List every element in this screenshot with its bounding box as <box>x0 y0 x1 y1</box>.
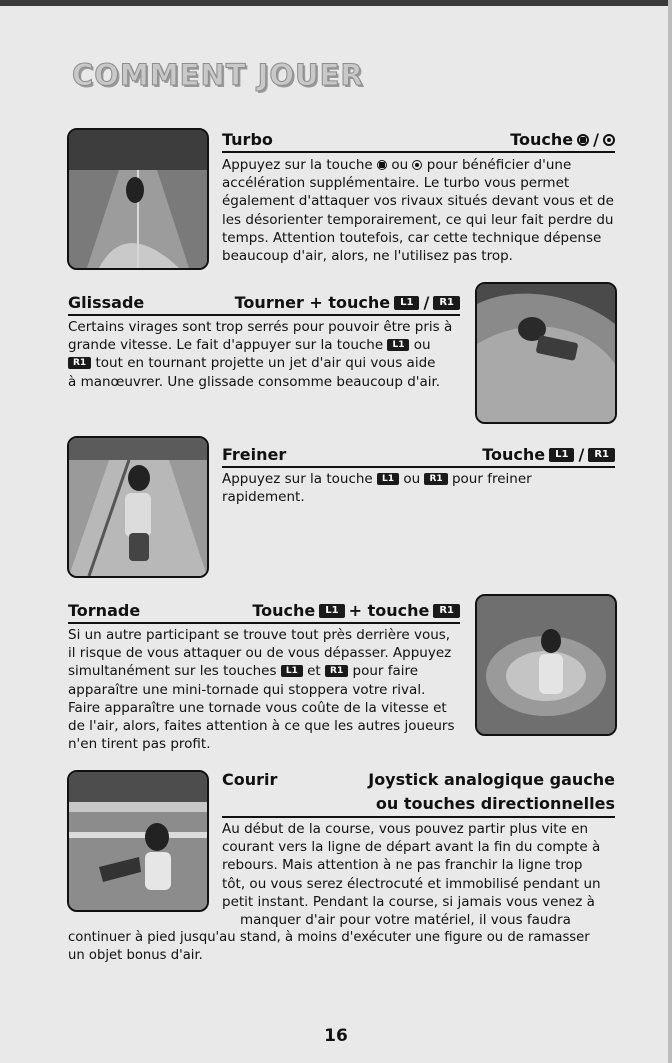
turbo-line: également d'attaquer vos rivaux situés devant vous et de <box>222 193 614 210</box>
turbo-line: Appuyez sur la touche <box>222 157 373 173</box>
tornade-line: il risque de vous attaquer ou de vous dépasser. Appuyez <box>68 645 452 662</box>
freiner-screenshot <box>67 436 209 578</box>
glissade-line: ou <box>413 337 431 354</box>
tornade-control-label: Touche <box>252 601 316 620</box>
circle-button-icon <box>412 160 422 170</box>
freiner-line: pour freiner <box>451 471 532 487</box>
glissade-control-label: Tourner + touche <box>234 293 391 312</box>
freiner-text <box>222 470 617 506</box>
tornade-line: n'en tirent pas profit. <box>68 736 211 753</box>
top-edge <box>0 0 672 6</box>
turbo-line: ou <box>391 157 409 173</box>
courir-control-line1: Joystick analogique gauche <box>368 770 615 789</box>
courir-header-rule <box>222 816 615 818</box>
freiner-title: Freiner <box>222 445 287 464</box>
courir-text-continued <box>68 929 628 965</box>
courir-line: petit instant. Pendant la course, si jamais vous venez à <box>222 893 595 910</box>
tornade-header <box>68 600 460 624</box>
tornade-line: de l'air, alors, faites attention à ce que les autres joueurs <box>68 718 455 735</box>
tornade-line: Faire apparaître une tornade vous coûte de la vitesse et <box>68 699 447 716</box>
courir-line: courant vers la ligne de départ avant la fin du compte à <box>222 839 601 856</box>
tornade-line: Si un autre participant se trouve tout près derrière vous, <box>68 627 451 643</box>
glissade-line: tout en tournant projette un jet d'air qui vous aide <box>95 355 436 372</box>
turbo-line: les désorienter temporairement, ce qui leur fait perdre du <box>222 211 614 228</box>
l1-button-icon: L1 <box>377 473 399 485</box>
glissade-text <box>68 318 468 391</box>
right-edge <box>668 0 672 1063</box>
circle-button-icon <box>603 134 615 146</box>
glissade-line: grande vitesse. Le fait d'appuyer sur la touche <box>68 337 384 354</box>
turbo-text <box>222 156 617 265</box>
courir-line: tôt, ou vous serez électrocuté et immobilisé pendant un <box>222 875 601 892</box>
freiner-line: ou <box>403 471 421 487</box>
page-number: 16 <box>324 1026 348 1046</box>
freiner-line: Appuyez sur la touche <box>222 471 373 487</box>
glissade-control-sep: / <box>423 293 430 312</box>
r1-button-icon: R1 <box>588 448 615 462</box>
turbo-header <box>222 129 615 153</box>
tornade-line: apparaître une mini-tornade qui stoppera votre rival. <box>68 681 426 698</box>
turbo-scene-image <box>69 130 207 268</box>
page-title: COMMENT JOUER <box>72 58 364 92</box>
freiner-scene-image <box>69 438 207 576</box>
freiner-control-sep: / <box>578 445 585 464</box>
turbo-title: Turbo <box>222 130 273 149</box>
tornade-line: et <box>307 663 321 680</box>
glissade-line: Certains virages sont trop serrés pour pouvoir être pris à <box>68 319 453 335</box>
courir-scene-image <box>69 772 207 910</box>
freiner-line: rapidement. <box>222 489 305 506</box>
l1-button-icon: L1 <box>319 604 344 618</box>
courir-text <box>222 820 617 929</box>
l1-button-icon: L1 <box>281 665 303 677</box>
square-button-icon <box>577 134 589 146</box>
tornade-control <box>252 600 460 622</box>
courir-line: Au début de la course, vous pouvez partir plus vite en <box>222 821 589 837</box>
turbo-control-label: Touche <box>510 130 574 149</box>
tornade-line: pour faire <box>352 663 419 680</box>
courir-screenshot <box>67 770 209 912</box>
r1-button-icon: R1 <box>325 665 348 677</box>
freiner-control <box>482 444 615 466</box>
l1-button-icon: L1 <box>387 339 409 351</box>
courir-line: continuer à pied jusqu'au stand, à moins d'exécuter une figure ou de ramasser <box>68 930 590 945</box>
glissade-screenshot <box>475 282 617 424</box>
turbo-line: temps. Attention toutefois, car cette technique dépense <box>222 229 602 246</box>
freiner-control-label: Touche <box>482 445 546 464</box>
tornade-scene-image <box>477 596 615 734</box>
freiner-header <box>222 444 615 468</box>
turbo-line: accélération supplémentaire. Le turbo vous permet <box>222 175 570 192</box>
tornade-control-mid: + touche <box>348 601 430 620</box>
tornade-title: Tornade <box>68 601 141 620</box>
courir-line: manquer d'air pour votre matériel, il vous faudra <box>240 912 571 929</box>
courir-title: Courir <box>222 770 278 789</box>
r1-button-icon: R1 <box>433 604 460 618</box>
turbo-line: beaucoup d'air, alors, ne l'utilisez pas trop. <box>222 248 513 265</box>
glissade-line: à manœuvrer. Une glissade consomme beaucoup d'air. <box>68 373 441 390</box>
courir-line: un objet bonus d'air. <box>68 948 203 964</box>
turbo-line: pour bénéficier d'une <box>426 157 572 173</box>
tornade-line: simultanément sur les touches <box>68 663 277 680</box>
courir-control-line2: ou touches directionnelles <box>375 794 615 813</box>
glissade-header <box>68 292 460 316</box>
turbo-control <box>510 129 615 151</box>
r1-button-icon: R1 <box>433 296 460 310</box>
turbo-control-sep: / <box>593 130 599 149</box>
tornade-screenshot <box>475 594 617 736</box>
turbo-screenshot <box>67 128 209 270</box>
r1-button-icon: R1 <box>424 473 447 485</box>
l1-button-icon: L1 <box>394 296 419 310</box>
r1-button-icon: R1 <box>68 357 91 369</box>
courir-line: rebours. Mais attention à ne pas franchir la ligne trop <box>222 857 583 874</box>
l1-button-icon: L1 <box>549 448 574 462</box>
tornade-text <box>68 626 468 753</box>
glissade-title: Glissade <box>68 293 145 312</box>
glissade-scene-image <box>477 284 615 422</box>
square-button-icon <box>377 160 387 170</box>
glissade-control <box>235 292 460 314</box>
